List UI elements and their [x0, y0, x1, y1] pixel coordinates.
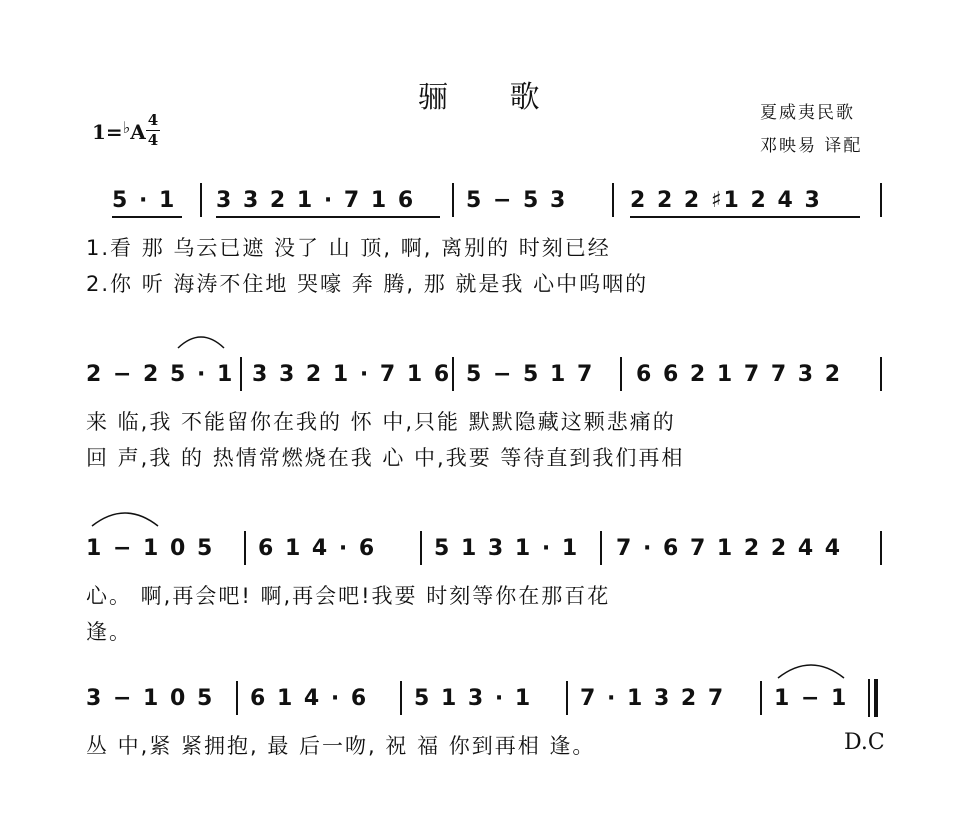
system2-lyric-line1: 来 临,我 不能留你在我的 怀 中,只能 默默隐藏这颗悲痛的 [86, 410, 676, 434]
barline [760, 681, 762, 715]
system2-measure4: 6 6 2 1 7 7 3 2 [636, 362, 843, 387]
system4-measure5: 1 − 1 [774, 686, 849, 711]
final-barline-thick [874, 679, 878, 717]
barline [620, 357, 622, 391]
barline [452, 183, 454, 217]
system3-measure3: 5 1 3 1 · 1 [434, 536, 580, 561]
barline [244, 531, 246, 565]
barline [880, 357, 882, 391]
system4-measure3: 5 1 3 · 1 [414, 686, 533, 711]
barline [880, 183, 882, 217]
barline [600, 531, 602, 565]
key-signature [92, 118, 146, 144]
barline [880, 531, 882, 565]
system3-lyric-line1: 心。 啊,再会吧! 啊,再会吧!我要 时刻等你在那百花 [86, 584, 611, 608]
system1-measure4: 2 2 2 ♯1 2 4 3 [630, 188, 822, 213]
time-numerator: 4 [147, 111, 159, 129]
system2-measure3: 5 − 5 1 7 [466, 362, 595, 387]
system1-measure2: 3 3 2 1 · 7 1 6 [216, 188, 416, 213]
barline [240, 357, 242, 391]
system1-lyric-line2: 2.你 听 海涛不住地 哭嚎 奔 腾, 那 就是我 心中呜咽的 [86, 272, 649, 296]
system3-measure4: 7 · 6 7 1 2 2 4 4 [616, 536, 843, 561]
origin-credit: 夏威夷民歌 [760, 103, 855, 123]
barline [400, 681, 402, 715]
underline [630, 216, 860, 218]
system2-measure2: 3 3 2 1 · 7 1 6 [252, 362, 452, 387]
barline [566, 681, 568, 715]
barline [236, 681, 238, 715]
barline [452, 357, 454, 391]
slur [90, 506, 160, 528]
system4-measure2: 6 1 4 · 6 [250, 686, 369, 711]
time-signature [146, 112, 160, 149]
final-barline-thin [868, 679, 870, 717]
system3-measure2: 6 1 4 · 6 [258, 536, 377, 561]
system3-lyric-line2: 逢。 [86, 620, 132, 644]
slur [176, 330, 226, 350]
arranger-credit: 邓映易 译配 [760, 136, 863, 156]
da-capo-marking: D.C [844, 730, 885, 755]
slur [776, 658, 846, 680]
system2-lyric-line2: 回 声,我 的 热情常燃烧在我 心 中,我要 等待直到我们再相 [86, 446, 685, 470]
barline [612, 183, 614, 217]
key-prefix: 1= [92, 120, 123, 144]
system1-lyric-line1: 1.看 那 乌云已遮 没了 山 顶, 啊, 离别的 时刻已经 [86, 236, 611, 260]
system2-measure1: 2 − 2 5 · 1 [86, 362, 235, 387]
underline [112, 216, 182, 218]
system1-measure3: 5 − 5 3 [466, 188, 568, 213]
key-note: A [130, 120, 146, 144]
barline [420, 531, 422, 565]
flat-symbol: ♭ [122, 118, 131, 137]
song-title: 骊 歌 [418, 80, 566, 115]
underline [216, 216, 440, 218]
system4-measure1: 3 − 1 0 5 [86, 686, 215, 711]
barline [200, 183, 202, 217]
system4-measure4: 7 · 1 3 2 7 [580, 686, 726, 711]
system1-measure1: 5 · 1 [112, 188, 177, 213]
system3-measure1: 1 − 1 0 5 [86, 536, 215, 561]
system4-lyric-line1: 丛 中,紧 紧拥抱, 最 后一吻, 祝 福 你到再相 逢。 [86, 734, 596, 758]
time-denominator: 4 [147, 131, 159, 149]
